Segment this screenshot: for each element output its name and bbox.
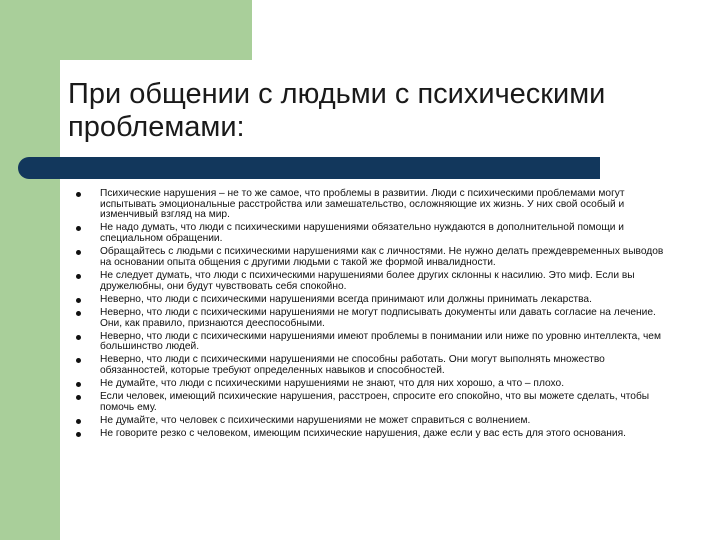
bullet-item [76, 332, 666, 353]
bullet-text: Не следует думать, что люди с психическими нарушениями более других склонны к насилию. Это миф. Если вы дружелюбны, они будут чувствовать себя спокойно. [100, 269, 635, 292]
bullet-text: Неверно, что люди с психическими нарушениями всегда принимают или должны принимать лекарства. [100, 293, 592, 305]
bullet-dot-icon [76, 311, 81, 316]
slide-title: При общении с людьми с психическими проблемами: [68, 78, 606, 143]
bullet-text: Не думайте, что люди с психическими нарушениями не знают, что для них хорошо, а что – плохо. [100, 378, 565, 390]
bullet-dot-icon [76, 432, 81, 437]
bullet-dot-icon [76, 192, 81, 197]
bullet-dot-icon [76, 335, 81, 340]
bullet-dot-icon [76, 382, 81, 387]
bullet-text: Психические нарушения – не то же самое, что проблемы в развитии. Люди с психическими проблемами могут испытывать эмоциональные расстройства или замешательство, осложняющие их жизнь. У них свой особый и изменчивый взгляд на мир. [100, 188, 625, 221]
bullet-item [76, 392, 666, 413]
bullet-dot-icon [76, 274, 81, 279]
bullet-dot-icon [76, 419, 81, 424]
bullet-item [76, 295, 666, 306]
bullet-text: Обращайтесь с людьми с психическими нарушениями как с личностями. Не нужно делать преждевременных выводов на основании опыта общения с другими людьми с такой же формой инвалидности. [100, 246, 664, 268]
bullet-text: Неверно, что люди с психическими нарушениями не способны работать. Они могут выполнять множество обязанностей, которые требуют определенных навыков и способностей. [100, 354, 605, 377]
bullet-item [76, 189, 666, 221]
bullet-dot-icon [76, 298, 81, 303]
title-underline-bar [60, 157, 600, 179]
bullet-text: Неверно, что люди с психическими нарушениями не могут подписывать документы или давать согласие на лечение. Они, как правило, признаются дееспособными. [100, 306, 656, 329]
bullet-text: Не думайте, что человек с психическими нарушениями не может справиться с волнением. [100, 415, 531, 427]
bullet-item [76, 355, 666, 376]
bullet-item [76, 379, 666, 390]
bullet-dot-icon [76, 395, 81, 400]
bullet-item [76, 429, 666, 440]
bullet-list [76, 189, 666, 443]
decorative-green-strip-left [0, 0, 60, 540]
bullet-text: Не надо думать, что люди с психическими нарушениями обязательно нуждаются в дополнительной помощи и специальном обращении. [100, 222, 624, 244]
bullet-text: Неверно, что люди с психическими нарушениями имеют проблемы в понимании или ниже по уровню интеллекта, чем большинство людей. [100, 330, 661, 353]
decorative-green-block-top [60, 0, 252, 60]
bullet-item [76, 223, 666, 244]
bullet-dot-icon [76, 250, 81, 255]
bullet-item [76, 416, 666, 427]
bullet-item [76, 271, 666, 292]
bullet-dot-icon [76, 358, 81, 363]
bullet-item [76, 247, 666, 268]
bullet-text: Если человек, имеющий психические нарушения, расстроен, спросите его спокойно, что вы можете сделать, чтобы помочь ему. [100, 391, 650, 414]
bullet-text: Не говорите резко с человеком, имеющим психические нарушения, даже если у вас есть для этого основания. [100, 428, 626, 440]
bullet-item [76, 308, 666, 329]
bullet-dot-icon [76, 226, 81, 231]
